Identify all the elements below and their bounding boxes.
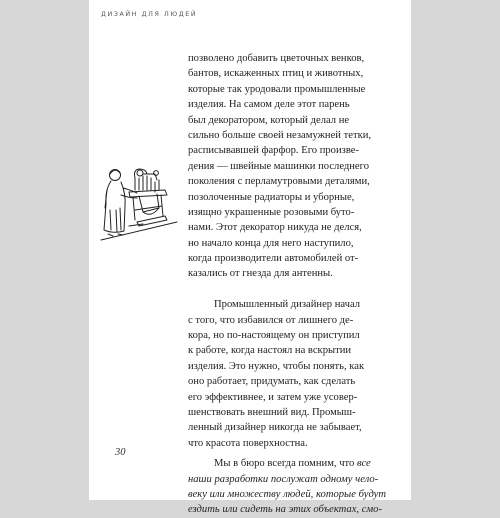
text-line: но начало конца для него наступило,	[188, 237, 354, 249]
text-line: оно работает, придумать, как сделать	[188, 376, 356, 388]
text-line: позолоченные радиаторы и уборные,	[188, 191, 355, 203]
page-number: 30	[115, 447, 126, 458]
text-line: расписывавшей фарфор. Его произве-	[188, 145, 360, 157]
text-line: казались от гнезда для антенны.	[188, 268, 333, 280]
text-line: к работе, когда настоял на вскрытии	[188, 345, 352, 357]
italic-text: веку или множеству людей, которые будут	[188, 488, 387, 500]
text-line: что красота поверхностна.	[188, 437, 308, 449]
text-line: сильно больше своей незамужней тетки,	[188, 129, 372, 141]
text-line: ленный дизайнер никогда не забывает,	[188, 422, 362, 434]
text-line	[188, 487, 413, 502]
italic-text: ездить или сидеть на этих объектах, смо-	[188, 504, 382, 516]
italic-text: наши разработки послужат одному чело-	[188, 473, 379, 485]
text-line: кора, но по-настоящему он приступил	[188, 330, 360, 342]
paragraph-gap	[188, 282, 413, 297]
body-text	[188, 51, 413, 518]
text-line: бантов, искаженных птиц и животных,	[188, 68, 364, 80]
text-line	[188, 472, 413, 487]
text-line: дения — швейные машинки последнего	[188, 160, 370, 172]
text-line: Промышленный дизайнер начал	[214, 299, 361, 311]
text-segment: Мы в бюро всегда помним, что	[214, 458, 357, 470]
text-line: нами. Этот декоратор никуда не делся,	[188, 222, 362, 234]
text-line: с того, что избавился от лишнего де-	[188, 314, 354, 326]
running-header: ДИЗАЙН ДЛЯ ЛЮДЕЙ	[101, 11, 198, 18]
text-line: изделия. Это нужно, чтобы понять, как	[188, 360, 365, 372]
book-page	[89, 0, 411, 516]
text-line: изящно украшенные розовыми буто-	[188, 206, 355, 218]
italic-text: все	[356, 458, 371, 470]
text-line	[188, 456, 413, 471]
text-line: изделия. На самом деле этот парень	[188, 99, 350, 111]
worker-at-sewing-machine-icon	[99, 160, 181, 244]
text-line: его эффективнее, и затем уже усовер-	[188, 391, 358, 403]
text-line: шенствовать внешний вид. Промыш-	[188, 406, 356, 418]
text-line: которые так уродовали промышленные	[188, 83, 366, 95]
text-line: был декоратором, который делал не	[188, 114, 350, 126]
text-line	[188, 502, 413, 517]
text-line: позволено добавить цветочных венков,	[188, 53, 365, 64]
text-line: когда производители автомобилей от-	[188, 253, 359, 265]
text-line: поколения с перламутровыми деталями,	[188, 176, 370, 188]
